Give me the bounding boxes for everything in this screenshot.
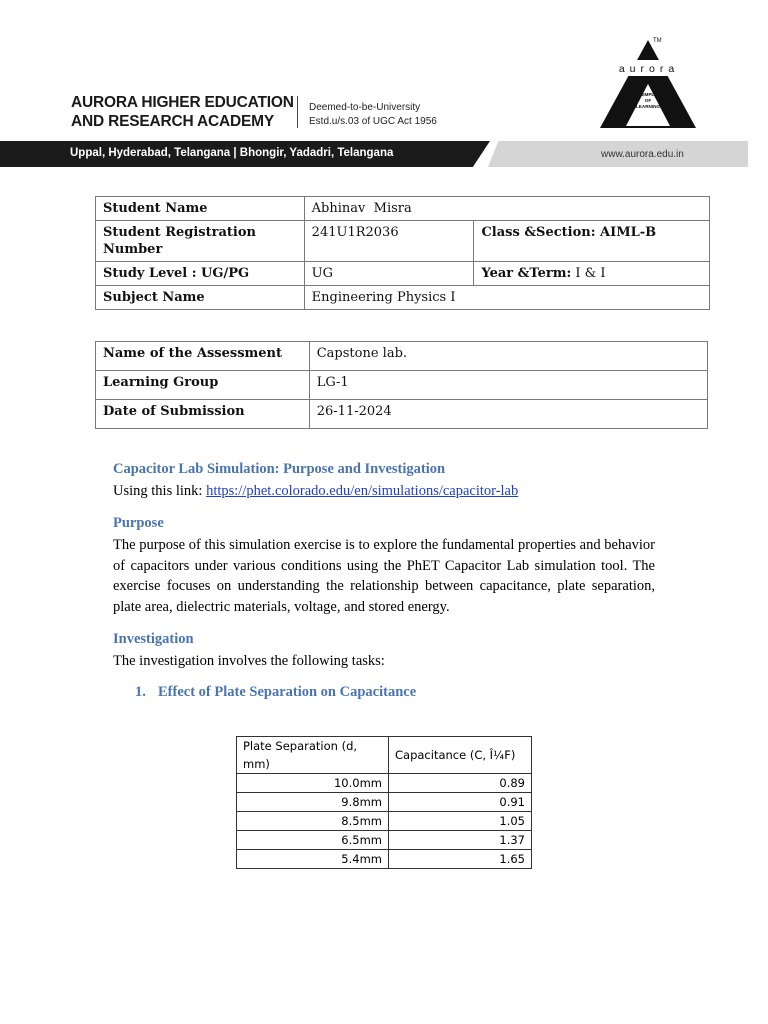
table-row (96, 342, 708, 371)
year-term-cell (474, 262, 710, 286)
column-header-separation: Plate Separation (d, mm) (237, 737, 389, 774)
table-row (96, 221, 710, 262)
separation-cell: 8.5mm (237, 812, 389, 831)
investigation-heading: Investigation (113, 631, 194, 647)
link-line (113, 481, 655, 502)
org-sub-line2: Estd.u/s.03 of UGC Act 1956 (309, 116, 437, 127)
simulation-link[interactable]: https://phet.colorado.edu/en/simulations/capacitor-lab (206, 483, 519, 499)
org-name-line1: AURORA HIGHER EDUCATION (71, 94, 294, 111)
assessment-name-label: Name of the Assessment (96, 342, 310, 371)
table-row (237, 793, 532, 812)
logo-tagline (626, 92, 670, 110)
organization-subtitle (309, 101, 437, 129)
investigation-intro: The investigation involves the following tasks: (113, 653, 385, 669)
student-name-label: Student Name (96, 197, 305, 221)
subject-value: Engineering Physics I (304, 286, 709, 310)
year-term-label: Year &Term: (481, 266, 572, 281)
learning-group-label: Learning Group (96, 371, 310, 400)
student-name-value: Abhinav Misra (304, 197, 709, 221)
logo-trademark: TM (653, 38, 662, 44)
assessment-name-value: Capstone lab. (309, 342, 707, 371)
study-level-label: Study Level : UG/PG (96, 262, 305, 286)
submission-date-label: Date of Submission (96, 400, 310, 429)
logo-wordmark: aurora (618, 63, 680, 75)
table-row (96, 197, 710, 221)
address-band (0, 141, 768, 167)
column-header-capacitance: Capacitance (C, Î¼F) (389, 737, 532, 774)
org-name-line2: AND RESEARCH ACADEMY (71, 113, 274, 130)
capacitance-cell: 0.91 (389, 793, 532, 812)
student-info-table (95, 196, 710, 310)
submission-date-value: 26-11-2024 (309, 400, 707, 429)
table-row (237, 812, 532, 831)
separation-cell: 6.5mm (237, 831, 389, 850)
table-row (96, 286, 710, 310)
table-row (237, 774, 532, 793)
list-item-text: Effect of Plate Separation on Capacitance (158, 684, 417, 700)
year-term-value: I & I (571, 266, 606, 281)
logo-tagline-3: LEARNING (636, 104, 660, 109)
plate-separation-table (236, 736, 532, 869)
aurora-logo-icon (598, 36, 698, 132)
capacitance-cell: 1.05 (389, 812, 532, 831)
website-url[interactable]: www.aurora.edu.in (601, 149, 684, 160)
organization-name (71, 93, 294, 131)
capacitance-cell: 1.37 (389, 831, 532, 850)
logo-tagline-1: TEMPLE (638, 92, 658, 97)
purpose-paragraph: The purpose of this simulation exercise is to explore the fundamental properties and behavior of capacitors under various conditions using the PhET Capacitor Lab simulation tool. The exercise focuses on understanding the relationship between capacitance, plate separation, plate area, dielectric materials, voltage, and stored energy. (113, 537, 655, 615)
table-header-row (237, 737, 532, 774)
table-row (237, 831, 532, 850)
separation-cell: 10.0mm (237, 774, 389, 793)
separation-cell: 5.4mm (237, 850, 389, 869)
capacitance-cell: 1.65 (389, 850, 532, 869)
capacitance-cell: 0.89 (389, 774, 532, 793)
campus-addresses: Uppal, Hyderabad, Telangana | Bhongir, Yadadri, Telangana (70, 147, 394, 159)
logo-tagline-2: OF (644, 98, 652, 103)
learning-group-value: LG-1 (309, 371, 707, 400)
header-divider (297, 96, 298, 128)
study-level-value: UG (304, 262, 474, 286)
class-section: Class &Section: AIML-B (474, 221, 710, 262)
letterhead (0, 0, 768, 175)
separation-cell: 9.8mm (237, 793, 389, 812)
link-prefix: Using this link: (113, 483, 207, 499)
table-row (96, 262, 710, 286)
assessment-info-table (95, 341, 708, 429)
purpose-heading: Purpose (113, 515, 164, 531)
table-row (237, 850, 532, 869)
org-sub-line1: Deemed-to-be-University (309, 102, 421, 113)
list-item (135, 684, 416, 701)
registration-value: 241U1R2036 (304, 221, 474, 262)
table-row (96, 371, 708, 400)
table-row (96, 400, 708, 429)
list-item-number: 1. (135, 684, 146, 700)
section-title: Capacitor Lab Simulation: Purpose and Investigation (113, 461, 446, 477)
registration-label: Student Registration Number (96, 221, 305, 262)
subject-label: Subject Name (96, 286, 305, 310)
